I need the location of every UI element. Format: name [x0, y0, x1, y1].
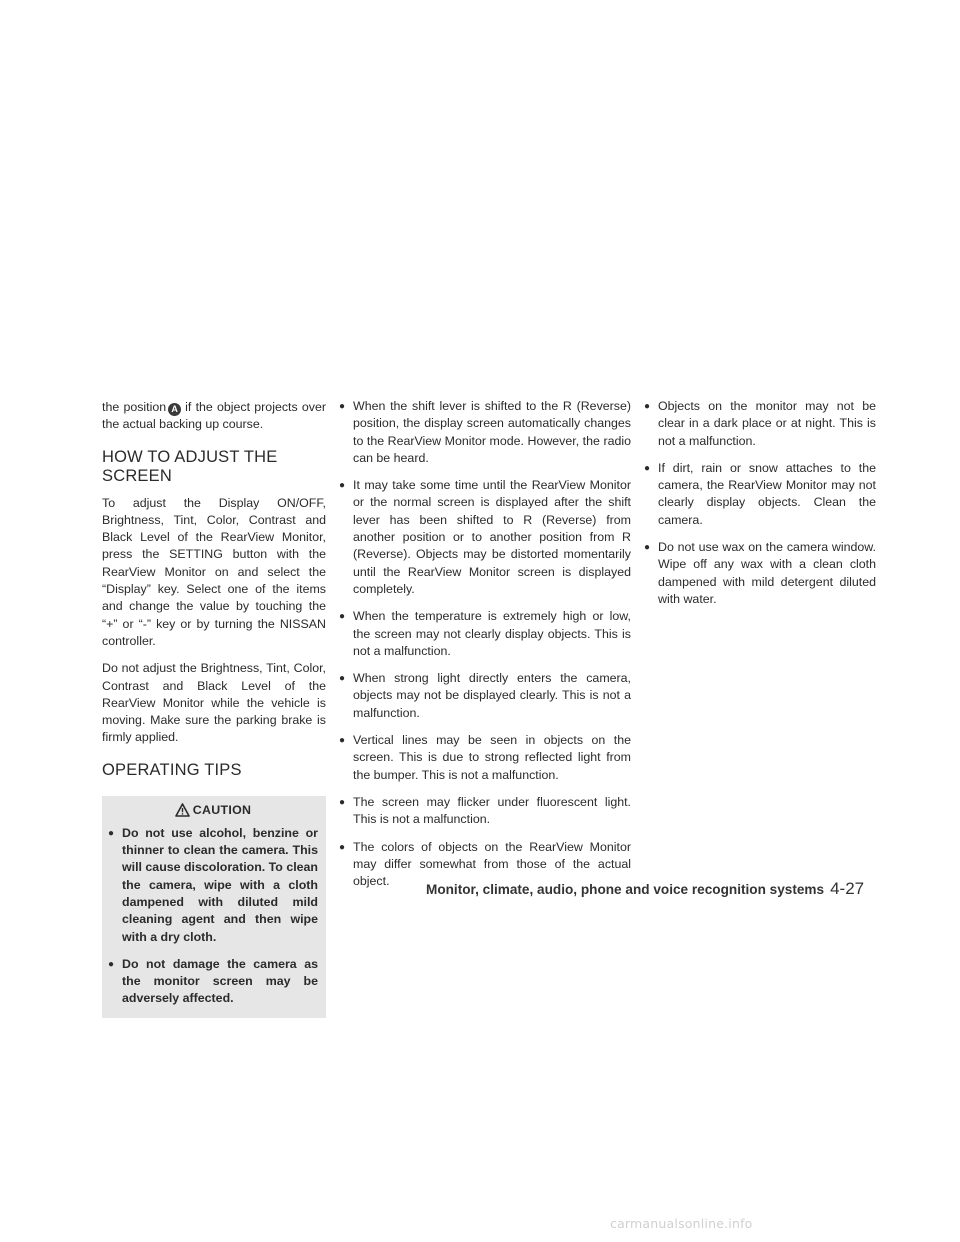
list-item-text: Objects on the monitor may not be clear in a dark place or at night. This is not a malfunction. — [658, 399, 876, 448]
bullet-icon: ● — [339, 673, 346, 685]
caution-header — [108, 796, 318, 825]
list-item — [644, 460, 876, 529]
bullet-icon: ● — [339, 735, 346, 747]
bullet-icon: ● — [339, 480, 346, 492]
footer-chapter-title: Monitor, climate, audio, phone and voice recognition systems — [426, 882, 825, 897]
adjust-screen-paragraph-2: Do not adjust the Brightness, Tint, Color, Contrast and Black Level of the RearView Monitor while the vehicle is moving. Make sure the parking brake is firmly applied. — [102, 661, 326, 745]
operating-tips-list-1 — [339, 398, 631, 890]
bullet-icon: ● — [644, 542, 651, 554]
bullet-icon: ● — [644, 401, 651, 412]
caution-list — [108, 825, 318, 1008]
bullet-icon: ● — [339, 401, 346, 412]
adjust-screen-paragraph-1: To adjust the Display ON/OFF, Brightness, Tint, Color, Contrast and Black Level of the RearView Monitor, press the SETTING button with the RearView Monitor on and select the “Display” key. Select one of the items and change the value by touching the “+” or “-” key or by turning the NISSAN controller. — [102, 495, 326, 648]
caution-item — [108, 825, 318, 946]
list-item — [339, 670, 631, 722]
bullet-icon: ● — [644, 462, 651, 474]
list-item-text: If dirt, rain or snow attaches to the camera, the RearView Monitor may not clearly display objects. Clean the camera. — [658, 460, 876, 527]
list-item — [644, 539, 876, 608]
list-item — [644, 398, 876, 450]
intro-suffix: if the object projects over the actual backing up course. — [102, 400, 326, 432]
warning-triangle-icon — [175, 803, 190, 817]
watermark: carmanualsonline.info — [610, 1216, 753, 1231]
caution-box — [102, 796, 326, 1018]
list-item — [339, 794, 631, 829]
section-heading-adjust-screen: HOW TO ADJUST THE SCREEN — [102, 447, 278, 485]
list-item — [339, 732, 631, 784]
list-item-text: When the shift lever is shifted to the R (Reverse) position, the display screen automatically changes to the RearView Monitor mode. However, the radio can be heard. — [353, 399, 631, 465]
intro-paragraph — [102, 399, 326, 434]
list-item-text: The screen may flicker under fluorescent light. This is not a malfunction. — [353, 794, 631, 827]
caution-item — [108, 956, 318, 1008]
list-item-text: It may take some time until the RearView Monitor or the normal screen is displayed after the shift lever has been shifted to R (Reverse) from another position or to another position from R (Reverse). Objects may be distorted momentarily until the RearView Monitor screen is displayed completely. — [353, 478, 631, 596]
list-item — [339, 608, 631, 660]
position-a-marker-icon: A — [168, 403, 181, 416]
column-right — [644, 398, 876, 618]
intro-prefix: the position — [102, 400, 167, 414]
footer-page-number: 4-27 — [830, 879, 865, 898]
list-item-text: When strong light directly enters the camera, objects may not be displayed clearly. This is not a malfunction. — [353, 671, 631, 720]
caution-item-text: Do not damage the camera as the monitor screen may be adversely affected. — [122, 956, 318, 1006]
column-middle — [339, 398, 631, 900]
list-item-text: Do not use wax on the camera window. Wipe off any wax with a clean cloth dampened with mild detergent diluted with water. — [658, 540, 876, 606]
list-item-text: When the temperature is extremely high or low, the screen may not clearly display objects. This is not a malfunction. — [353, 609, 631, 658]
column-left — [102, 398, 326, 1018]
list-item-text: The colors of objects on the RearView Monitor may differ somewhat from those of the actual object. — [353, 839, 631, 889]
bullet-icon: ● — [339, 796, 346, 808]
operating-tips-list-2 — [644, 398, 876, 608]
bullet-icon: ● — [108, 827, 115, 839]
list-item-text: Vertical lines may be seen in objects on the screen. This is due to strong reflected light from the bumper. This is not a malfunction. — [353, 733, 631, 782]
bullet-icon: ● — [339, 841, 346, 853]
caution-title: CAUTION — [192, 802, 252, 817]
section-heading-operating-tips: OPERATING TIPS — [102, 760, 242, 779]
bullet-icon: ● — [108, 958, 115, 970]
list-item — [339, 477, 631, 598]
page-footer — [426, 879, 886, 901]
list-item — [339, 398, 631, 467]
caution-item-text: Do not use alcohol, benzine or thinner to clean the camera. This will cause discoloration. To clean the camera, wipe with a cloth dampened with diluted mild cleaning agent and then wipe with a dry cloth. — [122, 825, 319, 944]
bullet-icon: ● — [339, 611, 346, 623]
